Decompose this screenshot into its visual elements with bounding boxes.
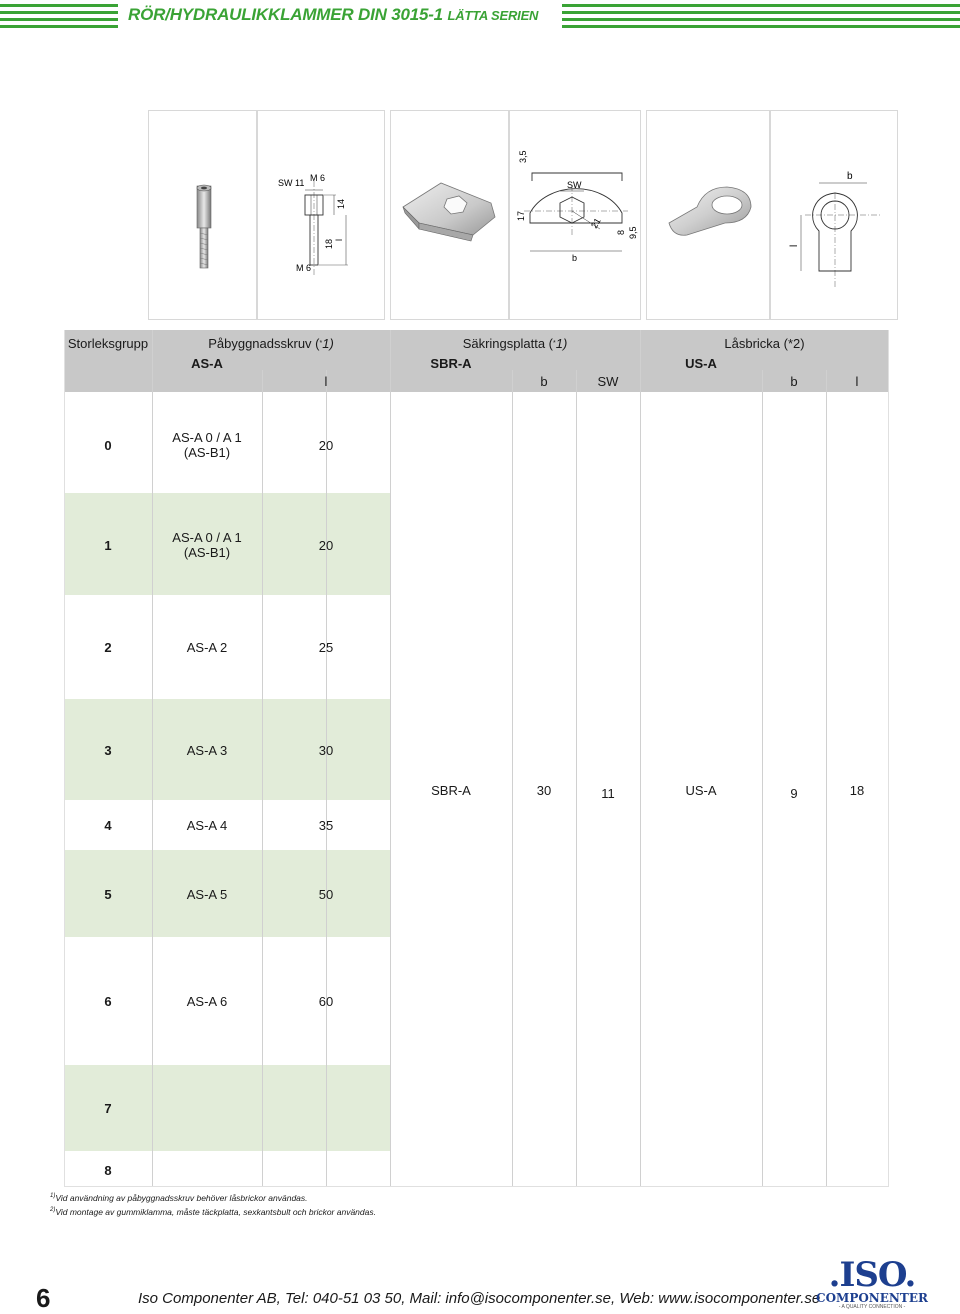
plate-photo-icon	[391, 111, 508, 319]
row-5-l: 50	[318, 886, 334, 902]
iso-logo	[812, 1255, 932, 1312]
shared-usa: US-A	[685, 782, 717, 798]
head-asa: AS-A	[191, 355, 223, 371]
shared-l2: 18	[849, 782, 865, 798]
header-stripes-left	[0, 4, 118, 30]
head-dim-b: b	[540, 373, 548, 389]
page-title	[128, 5, 538, 25]
row-3-group: 3	[104, 742, 112, 758]
row-4-l: 35	[318, 817, 334, 833]
screw-photo-icon	[149, 111, 256, 319]
row-0-l: 20	[318, 437, 334, 453]
label-3-5: 3,5	[518, 150, 528, 163]
label-m6-bottom: M 6	[296, 263, 312, 273]
page-number: 6	[36, 1283, 51, 1313]
head-dim-sw: SW	[597, 373, 619, 389]
row-7-group: 7	[104, 1100, 112, 1116]
page-header	[0, 0, 960, 34]
footnote-2: $^{2)}$Vid montage av gummiklamma, måste täckplatta, sexkantsbult och brickor användas.	[50, 1206, 376, 1217]
label-17: 17	[516, 210, 526, 221]
logo-componenter: COMPONENTER	[816, 1291, 928, 1305]
shared-b: 30	[536, 782, 552, 798]
screw-photo-panel	[148, 110, 257, 320]
label-9-5: 9,5	[628, 226, 638, 239]
plate-drawing-panel	[509, 110, 641, 320]
logo-iso: .ISO.	[828, 1255, 916, 1295]
shared-sbra: SBR-A	[431, 782, 471, 798]
head-lasbricka: Låsbricka (*2)	[724, 335, 805, 351]
head-dim-l: l	[324, 373, 328, 389]
head-dim-b2: b	[790, 373, 798, 389]
label-14: 14	[336, 198, 346, 209]
footnotes	[50, 1190, 376, 1218]
washer-drawing-icon	[771, 111, 897, 319]
label-l-washer: l	[789, 244, 800, 247]
row-2-screw: AS-A 2	[186, 639, 228, 655]
head-sbra: SBR-A	[430, 355, 472, 371]
page-title-main: RÖR/HYDRAULIKKLAMMER DIN 3015-1	[128, 5, 443, 24]
header-stripes-right	[562, 4, 960, 30]
label-21: 21	[589, 216, 603, 230]
row-1-l: 20	[318, 537, 334, 553]
shared-b2: 9	[790, 785, 798, 801]
label-18: 18	[324, 238, 334, 249]
shared-sw: 11	[601, 785, 615, 801]
head-usa: US-A	[685, 355, 717, 371]
label-l: l	[334, 239, 344, 241]
row-0-screw: AS-A 0 / A 1 (AS-B1)	[172, 430, 242, 460]
head-sakringsplatta: Säkringsplatta ( * 1)	[462, 335, 568, 351]
screw-drawing-panel	[257, 110, 385, 320]
row-4-group: 4	[104, 817, 112, 833]
head-pabyggnadsskruv: Påbyggnadsskruv ( * 1)	[208, 335, 334, 351]
page-title-sub: LÄTTA SERIEN	[447, 8, 539, 23]
plate-photo-panel	[390, 110, 509, 320]
screw-drawing-icon	[258, 111, 384, 319]
row-6-l: 60	[318, 993, 334, 1009]
washer-drawing-panel	[770, 110, 898, 320]
washer-photo-panel	[646, 110, 770, 320]
row-3-l: 30	[318, 742, 334, 758]
row-4-screw: AS-A 4	[186, 817, 228, 833]
plate-drawing-icon	[510, 111, 640, 319]
row-5-group: 5	[104, 886, 112, 902]
head-storleksgrupp: Storleksgrupp	[67, 335, 149, 351]
label-sw-plate: SW	[567, 180, 582, 190]
row-5-screw: AS-A 5	[186, 886, 228, 902]
row-2-group: 2	[104, 639, 112, 655]
label-b-plate: b	[572, 253, 578, 263]
row-0-group: 0	[104, 437, 112, 453]
label-8: 8	[616, 229, 626, 235]
row-6-screw: AS-A 6	[186, 993, 228, 1009]
row-8-group: 8	[104, 1162, 112, 1178]
label-m6-top: M 6	[310, 173, 326, 183]
row-1-group: 1	[104, 537, 112, 553]
footer-contact: Iso Componenter AB, Tel: 040-51 03 50, Mail: info@isocomponenter.se, Web: www.isocomponenter.se	[138, 1290, 821, 1307]
row-6-group: 6	[104, 993, 112, 1009]
label-sw: SW 11	[278, 178, 305, 188]
label-b-washer: b	[847, 171, 853, 182]
footnote-1: $^{1)}$Vid användning av påbyggnadsskruv behöver låsbrickor användas.	[50, 1192, 308, 1203]
row-3-screw: AS-A 3	[186, 742, 228, 758]
washer-photo-icon	[647, 111, 769, 319]
row-2-l: 25	[318, 639, 334, 655]
row-1-screw: AS-A 0 / A 1 (AS-B1)	[172, 530, 242, 560]
head-dim-l2: l	[855, 373, 859, 389]
logo-tagline: - A QUALITY CONNECTION -	[838, 1304, 906, 1310]
